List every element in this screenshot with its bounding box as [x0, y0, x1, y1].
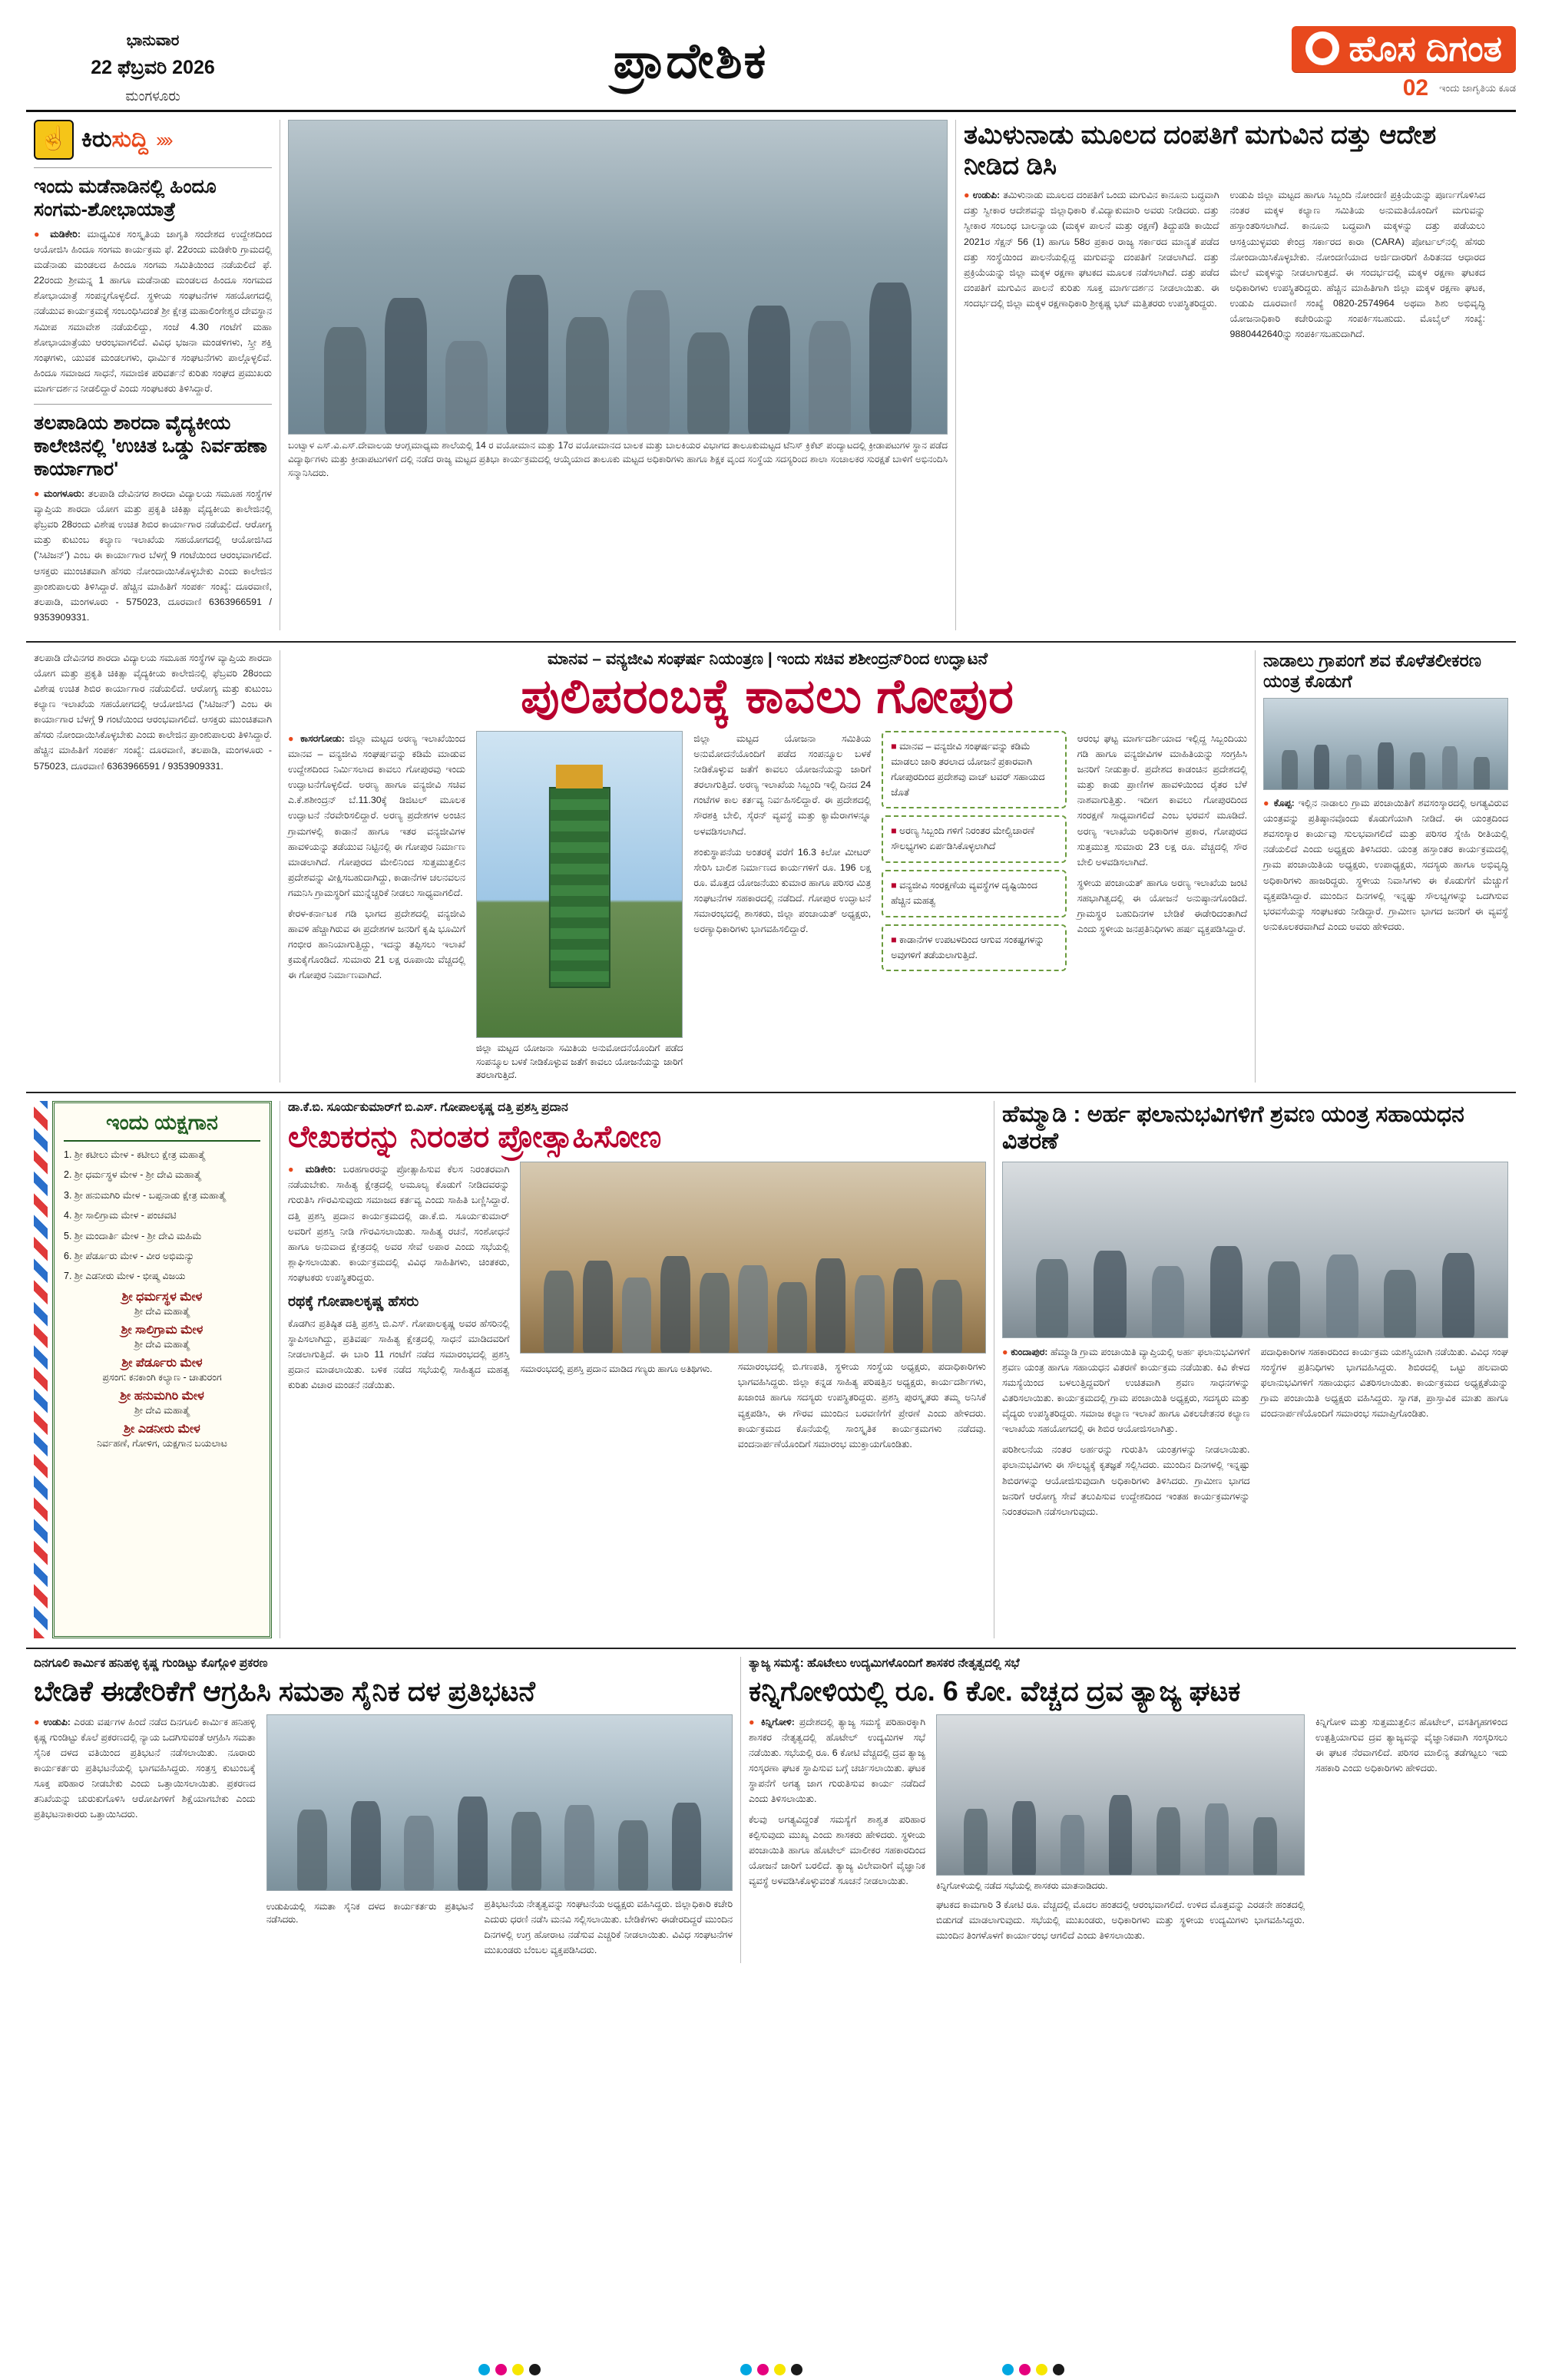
yellow-dot — [512, 2364, 524, 2375]
page-title: ಪ್ರಾದೇಶಿಕ — [613, 33, 768, 88]
bullet-icon: ● — [288, 732, 296, 744]
kirusuddi-label — [81, 127, 148, 153]
protest-text-1: ಎರಡು ವರ್ಷಗಳ ಹಿಂದೆ ನಡೆದ ದಿನಗೂಲಿ ಕಾರ್ಮಿಕ ಹನಿಹಳ್ಳಿ ಕೃಷ್ಣ ಗುಂಡಿಟ್ಟು ಕೊಲೆ ಪ್ರಕರಣದಲ್ಲಿ ನ್ಯಾಯ ಒದಗಿಸುವಂತೆ ಆಗ್ರಹಿಸಿ ಸಮತಾ ಸೈನಿಕ ದಳದ ವತಿಯಿಂದ ಪ್ರತಿಭಟನೆ ನಡೆಸಲಾಯಿತು. ನೂರಾರು ಕಾರ್ಯಕರ್ತರು ಪ್ರತಿಭಟನೆಯಲ್ಲಿ ಭಾಗವಹಿಸಿದ್ದರು. ಸಂತ್ರಸ್ತ ಕುಟುಂಬಕ್ಕೆ ಸೂಕ್ತ ಪರಿಹಾರ ನೀಡಬೇಕು ಎಂದು ಒತ್ತಾಯಿಸಲಾಯಿತು. ಪ್ರಕರಣದ ತನಿಖೆಯನ್ನು ಚುರುಕುಗೊಳಿಸಿ ಆರೋಪಿಗಳಿಗೆ ಶಿಕ್ಷೆಯಾಗಬೇಕು ಎಂದು ಪ್ರತಿಭಟನಾಕಾರರು ಒತ್ತಾಯಿಸಿದರು. — [34, 1716, 256, 1820]
feature-photo-col — [476, 731, 683, 1083]
feature-bullet-4 — [882, 924, 1067, 972]
bullet-icon: ● — [1263, 798, 1270, 809]
hemmadi-dateline: ಕುಂದಾಪುರ: — [1011, 1346, 1048, 1357]
suryakumar-photo-caption: ಸಮಾರಂಭದಲ್ಲಿ ಪ್ರಶಸ್ತಿ ಪ್ರದಾನ ಮಾಡಿದ ಗಣ್ಯರು ಹಾಗೂ ಅತಿಥಿಗಳು. — [520, 1364, 713, 1375]
waste-col-3 — [936, 1897, 1305, 1943]
dateline-1: ಮಡಿಕೇರಿ: — [50, 229, 81, 240]
bullet-icon: ● — [749, 1716, 756, 1727]
suryakumar-text-1: ಬರಹಗಾರರನ್ನು ಪ್ರೋತ್ಸಾಹಿಸುವ ಕೆಲಸ ನಿರಂತರವಾಗಿ ನಡೆಯಬೇಕು. ಸಾಹಿತ್ಯ ಕ್ಷೇತ್ರದಲ್ಲಿ ಅಮೂಲ್ಯ ಕೊಡುಗೆ ನೀಡಿದವರನ್ನು ಗುರುತಿಸಿ ಗೌರವಿಸುವುದು ಸಮಾಜದ ಕರ್ತವ್ಯ ಎಂದು ಸಾಹಿತಿ ಬಣ್ಣಿಸಿದ್ದಾರೆ. ದತ್ತಿ ಪ್ರಶಸ್ತಿ ಪ್ರದಾನ ಕಾರ್ಯಕ್ರಮದಲ್ಲಿ ಡಾ.ಕೆ.ಬಿ. ಸೂರ್ಯಕುಮಾರ್ ಅವರಿಗೆ ಪ್ರಶಸ್ತಿ ನೀಡಿ ಗೌರವಿಸಲಾಯಿತು. ಸಾಹಿತ್ಯ ರಚನೆ, ಸಂಶೋಧನೆ ಹಾಗೂ ಅನುವಾದ ಕ್ಷೇತ್ರದಲ್ಲಿ ಅವರ ಸೇವೆ ಅಪಾರ ಎಂದು ಸಭೆಯಲ್ಲಿ ಶ್ಲಾಘಿಸಲಾಯಿತು. ಕಾರ್ಯಕ್ರಮದಲ್ಲಿ ವಿವಿಧ ಸಾಹಿತಿಗಳು, ಚಿಂತಕರು, ಸಂಘಟಕರು ಉಪಸ್ಥಿತರಿದ್ದರು. — [288, 1164, 510, 1283]
adoption-dateline: ಉಡುಪಿ: — [972, 190, 1001, 201]
top-photo-column — [280, 120, 955, 630]
brand-bar — [1292, 26, 1516, 72]
photo-figures — [267, 1781, 732, 1889]
adoption-body — [964, 187, 1485, 347]
hand-pointer-icon — [34, 120, 74, 160]
suryakumar-col-1 — [288, 1162, 509, 1457]
photo-figures — [289, 240, 947, 434]
feature-left-spill — [26, 650, 280, 1083]
protest-text-2: ಪ್ರತಿಭಟನೆಯ ನೇತೃತ್ವವನ್ನು ಸಂಘಟನೆಯ ಅಧ್ಯಕ್ಷರು ವಹಿಸಿದ್ದರು. ಜಿಲ್ಲಾಧಿಕಾರಿ ಕಚೇರಿ ಎದುರು ಧರಣಿ ನಡೆಸಿ ಮನವಿ ಸಲ್ಲಿಸಲಾಯಿತು. ಬೇಡಿಕೆಗಳು ಈಡೇರದಿದ್ದರೆ ಮುಂದಿನ ದಿನಗಳಲ್ಲಿ ಉಗ್ರ ಹೋರಾಟ ನಡೆಸುವ ಎಚ್ಚರಿಕೆ ನೀಡಲಾಯಿತು. ವಿವಿಧ ಸಂಘಟನೆಗಳ ಮುಖಂಡರು ಬೆಂಬಲ ವ್ಯಕ್ತಪಡಿಸಿದರು. — [484, 1898, 733, 1955]
yakshagana-sub-title: ಶ್ರೀ ಪೆರ್ಡೂರು ಮೇಳ — [121, 1356, 203, 1370]
panchayat-story-column — [1255, 650, 1516, 1083]
suryakumar-sub-title: ರಥಕ್ಕೆ ಗೋಪಾಲಕೃಷ್ಣ ಹೆಸರು — [288, 1293, 419, 1310]
photo-figures — [937, 1776, 1304, 1875]
yakshagana-sub-line: ಶ್ರೀ ದೇವಿ ಮಹಾತ್ಮೆ — [134, 1404, 190, 1416]
yakshagana-sub-title: ಶ್ರೀ ಧರ್ಮಸ್ಥಳ ಮೇಳ — [121, 1290, 203, 1304]
yakshagana-item: 7. ಶ್ರೀ ಎಡನೀರು ಮೇಳ - ಭೀಷ್ಮ ವಿಜಯ — [64, 1271, 186, 1282]
panchayat-text: ಇಲ್ಲಿನ ನಾಡಾಲು ಗ್ರಾಮ ಪಂಚಾಯಿತಿಗೆ ಶವಸಂಸ್ಕಾರದಲ್ಲಿ ಅಗತ್ಯವಿರುವ ಯಂತ್ರವನ್ನು ಪ್ರತಿಷ್ಠಾನವೊಂದು ಕೊಡುಗೆಯಾಗಿ ನೀಡಿದೆ. ಈ ಯಂತ್ರದಿಂದ ಶವಸಂಸ್ಕಾರ ಕಾರ್ಯವು ಸುಲಭವಾಗಲಿದೆ ಮತ್ತು ಪರಿಸರ ಸ್ನೇಹಿ ರೀತಿಯಲ್ಲಿ ನಡೆಯಲಿದೆ ಎಂದು ಅಧ್ಯಕ್ಷರು ತಿಳಿಸಿದರು. ಯಂತ್ರ ಹಸ್ತಾಂತರ ಕಾರ್ಯಕ್ರಮದಲ್ಲಿ ಗ್ರಾಮ ಪಂಚಾಯಿತಿಯ ಅಧ್ಯಕ್ಷರು, ಉಪಾಧ್ಯಕ್ಷರು, ಸದಸ್ಯರು ಹಾಗೂ ಅಭಿವೃದ್ಧಿ ಅಧಿಕಾರಿಗಳು ಹಾಜರಿದ್ದರು. ಸ್ಥಳೀಯ ನಿವಾಸಿಗಳು ಈ ಕೊಡುಗೆಗೆ ಮೆಚ್ಚುಗೆ ವ್ಯಕ್ತಪಡಿಸಿದ್ದಾರೆ. ಮುಂದಿನ ದಿನಗಳಲ್ಲಿ ಇನ್ನಷ್ಟು ಸೌಲಭ್ಯಗಳನ್ನು ಒದಗಿಸುವ ಭರವಸೆಯನ್ನು ಸಂಘಟಕರು ನೀಡಿದ್ದಾರೆ. ಗ್ರಾಮೀಣ ಭಾಗದ ಜನರಿಗೆ ಈ ವ್ಯವಸ್ಥೆ ಅನುಕೂಲಕರವಾಗಿದೆ ಎಂದು ಅವರು ಹೇಳಿದರು. — [1263, 798, 1508, 932]
square-bullet-icon: ■ — [891, 825, 897, 837]
registration-marks — [0, 2364, 1542, 2375]
hemmadi-column — [994, 1101, 1516, 1638]
panchayat-photo — [1263, 698, 1508, 790]
suryakumar-column — [280, 1101, 994, 1638]
square-bullet-icon: ■ — [891, 740, 897, 752]
yakshagana-sub-title: ಶ್ರೀ ಸಾಲಿಗ್ರಾಮ ಮೇಳ — [121, 1323, 204, 1337]
suryakumar-col-3 — [738, 1359, 986, 1457]
cyan-dot — [1002, 2364, 1014, 2375]
top-photo-caption: ಬಂಟ್ವಾಳ ಎಸ್.ವಿ.ಎಸ್.ದೇವಾಲಯ ಆಂಗ್ಲಮಾಧ್ಯಮ ಶಾಲೆಯಲ್ಲಿ 14 ರ ವಯೋಮಾನ ಮತ್ತು 17ರ ವಯೋಮಾನದ ಬಾಲಕ ಮತ್ತು ಬಾಲಕಿಯರ ವಿಭಾಗದ ತಾಲೂಕುಮಟ್ಟದ ಟೆನಿಸ್ ಕ್ರಿಕೆಟ್ ಪಂದ್ಯಾಟದಲ್ಲಿ ಕ್ರೀಡಾಪಟುಗಳ ಸ್ಥಾನ ಪಡೆದ ವಿದ್ಯಾರ್ಥಿಗಳು ಮತ್ತು ಕ್ರೀಡಾಪಟುಗಳಿಗೆ ದಲ್ಲಿ ನಡೆದ ರಾಜ್ಯ ಮಟ್ಟದ ಪ್ರತಿಭಾ ಕಾರ್ಯಕ್ರಮದಲ್ಲಿ ಆಯ್ಕೆಯಾದ ತಾಲೂಕು ಮಟ್ಟದ ಅಧಿಕಾರಿಗಳು ಹಾಗೂ ಶಿಕ್ಷಕ ವೃಂದ ಸಂಸ್ಥೆಯ ಸದಸ್ಯರಿಂದ ಶಾಲಾ ಸಂಚಾಲಕರ ಸುರಕ್ಷತೆ ಬಾಳಿಗೆ ಅಭಿನಂದಿಸಿ ಸನ್ಮಾನಿಸಿದರು. — [288, 440, 948, 478]
adoption-text-1: ತಮಿಳುನಾಡು ಮೂಲದ ದಂಪತಿಗೆ ಒಂದು ಮಗುವಿನ ಕಾನೂನು ಬದ್ಧವಾಗಿ ದತ್ತು ಸ್ವೀಕಾರ ಆದೇಶವನ್ನು ಜಿಲ್ಲಾಧಿಕಾರಿ ಕೆ.ವಿದ್ಯಾಕುಮಾರಿ ಅವರು ನೀಡಿದರು. ದತ್ತು ಸ್ವೀಕಾರ ಸಂಬಂಧ ಬಾಲನ್ಯಾಯ (ಮಕ್ಕಳ ಪಾಲನೆ ಮತ್ತು ರಕ್ಷಣೆ) ತಿದ್ದುಪಡಿ ಕಾಯಿದೆ 2021ರ ಸೆಕ್ಷನ್ 56 (1) ಹಾಗೂ 58ರ ಪ್ರಕಾರ ರಾಜ್ಯ ಸರ್ಕಾರದ ಮಾನ್ಯತೆ ಪಡೆದ ದತ್ತು ಸಂಸ್ಥೆಯಿಂದ ಪಾಲನೆಯಲ್ಲಿದ್ದ ಮಗುವನ್ನು ದಂಪತಿಗೆ ನೀಡಲಾಗಿದೆ. ದತ್ತು ಪ್ರಕ್ರಿಯೆಯನ್ನು ಜಿಲ್ಲಾ ಮಕ್ಕಳ ರಕ್ಷಣಾ ಘಟಕದ ಮೂಲಕ ನಡೆಸಲಾಗಿದೆ. ದತ್ತು ಪಡೆದ ದಂಪತಿಗೆ ಮಗುವಿನ ಪಾಲನೆ ಕುರಿತು ಸೂಕ್ತ ಮಾರ್ಗದರ್ಶನ ನೀಡಲಾಯಿತು. ಈ ಸಂದರ್ಭದಲ್ಲಿ ಜಿಲ್ಲಾ ಮಕ್ಕಳ ರಕ್ಷಣಾಧಿಕಾರಿ ಶ್ರೀಕೃಷ್ಣ ಭಟ್ ಮತ್ತಿತರರು ಉಪಸ್ಥಿತರಿದ್ದರು. — [964, 190, 1219, 309]
feature-dateline: ಕಾಸರಗೋಡು: — [300, 732, 345, 744]
square-bullet-icon: ■ — [891, 934, 897, 945]
feature-bullet-text-4: ಕಾಡಾನೆಗಳ ಉಪಟಳದಿಂದ ಆಗುವ ಸಂಕಷ್ಟಗಳನ್ನು ಅವುಗಳಿಗೆ ತಡೆಯಲಾಗುತ್ತಿದೆ. — [891, 934, 1044, 960]
date-block — [26, 21, 280, 107]
yakshagana-sub-line: ಪ್ರಸಂಗ: ಕನಕಾಂಗಿ ಕಲ್ಯಾಣ - ಚಾತುರಂಗ — [102, 1371, 222, 1383]
hemmadi-text-2: ಪರಿಶೀಲನೆಯ ನಂತರ ಅರ್ಹರನ್ನು ಗುರುತಿಸಿ ಯಂತ್ರಗಳನ್ನು ನೀಡಲಾಯಿತು. ಫಲಾನುಭವಿಗಳು ಈ ಸೌಲಭ್ಯಕ್ಕೆ ಕೃತಜ್ಞತೆ ಸಲ್ಲಿಸಿದರು. ಮುಂದಿನ ದಿನಗಳಲ್ಲಿ ಇನ್ನಷ್ಟು ಶಿಬಿರಗಳನ್ನು ಆಯೋಜಿಸುವುದಾಗಿ ಅಧಿಕಾರಿಗಳು ತಿಳಿಸಿದರು. ಗ್ರಾಮೀಣ ಭಾಗದ ಜನರಿಗೆ ಆರೋಗ್ಯ ಸೇವೆ ತಲುಪಿಸುವ ಉದ್ದೇಶದಿಂದ ಇಂತಹ ಕಾರ್ಯಕ್ರಮಗಳನ್ನು ನಿರಂತರವಾಗಿ ನಡೆಸಲಾಗುವುದು. — [1002, 1444, 1250, 1517]
yakshagana-item: 5. ಶ್ರೀ ಮಂದಾರ್ತಿ ಮೇಳ - ಶ್ರೀ ದೇವಿ ಮಹಿಮೆ — [64, 1230, 202, 1241]
photo-figures — [1003, 1228, 1507, 1337]
dateline-2: ಮಂಗಳೂರು: — [43, 488, 85, 500]
kirusuddi-item-title-1: ಇಂದು ಮಡೆನಾಡಿನಲ್ಲಿ ಹಿಂದೂ ಸಂಗಮ-ಶೋಭಾಯಾತ್ರೆ — [34, 176, 217, 220]
panchayat-dateline: ಕೊಪ್ಪ: — [1273, 798, 1295, 809]
decorative-stripe — [34, 1101, 48, 1638]
yakshagana-item: 6. ಶ್ರೀ ಪೆರ್ಡೂರು ಮೇಳ - ವೀರ ಅಭಿಮನ್ಯು — [64, 1250, 195, 1261]
protest-right — [266, 1714, 733, 1963]
dot-set-left — [478, 2364, 541, 2375]
top-photo — [288, 120, 948, 435]
square-bullet-icon: ■ — [891, 880, 897, 891]
protest-dateline: ಉಡುಪಿ: — [43, 1716, 71, 1727]
suryakumar-headline: ಲೇಖಕರನ್ನು ನಿರಂತರ ಪ್ರೋತ್ಸಾಹಿಸೋಣ — [288, 1120, 662, 1155]
waste-text-3: ಘಟಕದ ಕಾಮಗಾರಿ 3 ಕೋಟಿ ರೂ. ವೆಚ್ಚದಲ್ಲಿ ಮೊದಲ ಹಂತದಲ್ಲಿ ಆರಂಭವಾಗಲಿದೆ. ಉಳಿದ ಮೊತ್ತವನ್ನು ಎರಡನೇ ಹಂತದಲ್ಲಿ ಬಿಡುಗಡೆ ಮಾಡಲಾಗುವುದು. ಸಭೆಯಲ್ಲಿ ಮುಖಂಡರು, ಅಧಿಕಾರಿಗಳು ಮತ್ತು ಸ್ಥಳೀಯ ಉದ್ಯಮಿಗಳು ಭಾಗವಹಿಸಿದ್ದರು. ಮುಂದಿನ ತಿಂಗಳೊಳಗೆ ಕಾರ್ಯಾರಂಭ ಆಗಲಿದೆ ಎಂದು ತಿಳಿಸಲಾಯಿತು. — [936, 1899, 1305, 1942]
yakshagana-sub-line: ಶ್ರೀ ದೇವಿ ಮಹಾತ್ಮೆ — [134, 1305, 190, 1317]
adoption-story-column — [955, 120, 1493, 630]
bullet-icon: ● — [34, 1716, 41, 1727]
award-ceremony-photo — [520, 1162, 986, 1354]
bullet-icon: ● — [34, 229, 44, 240]
kirusuddi-logo — [34, 120, 272, 160]
brand-note: ಇಂದು ಜಾಗೃತಿಯ ಕೂಡ — [1439, 82, 1516, 94]
kirusuddi-label-part2: ಸುದ್ದಿ — [111, 127, 149, 152]
waste-text-4: ಕಿನ್ನಿಗೋಳಿ ಮತ್ತು ಸುತ್ತಮುತ್ತಲಿನ ಹೊಟೇಲ್, ವಸತಿಗೃಹಗಳಿಂದ ಉತ್ಪತ್ತಿಯಾಗುವ ದ್ರವ ತ್ಯಾಜ್ಯವನ್ನು ವೈಜ್ಞಾನಿಕವಾಗಿ ಸಂಸ್ಕರಿಸಲು ಈ ಘಟಕ ನೆರವಾಗಲಿದೆ. ಪರಿಸರ ಮಾಲಿನ್ಯ ತಡೆಗಟ್ಟಲು ಇದು ಸಹಕಾರಿ ಎಂದು ಅಧಿಕಾರಿಗಳು ಹೇಳಿದರು. — [1315, 1716, 1507, 1773]
yakshagana-sub-line: ಶ್ರೀ ದೇವಿ ಮಹಾತ್ಮೆ — [134, 1338, 190, 1350]
hemmadi-col-1 — [1002, 1344, 1250, 1525]
waste-col-1 — [749, 1714, 925, 1949]
panchayat-body — [1263, 795, 1508, 934]
hemmadi-text-1: ಹೆಮ್ಮಾಡಿ ಗ್ರಾಮ ಪಂಚಾಯಿತಿ ವ್ಯಾಪ್ತಿಯಲ್ಲಿ ಅರ್ಹ ಫಲಾನುಭವಿಗಳಿಗೆ ಶ್ರವಣ ಯಂತ್ರ ಹಾಗೂ ಸಹಾಯಧನ ವಿತರಣೆ ಕಾರ್ಯಕ್ರಮ ನಡೆಯಿತು. ಕಿವಿ ಕೇಳದ ಸಮಸ್ಯೆಯಿಂದ ಬಳಲುತ್ತಿದ್ದವರಿಗೆ ಉಚಿತವಾಗಿ ಶ್ರವಣ ಸಾಧನಗಳನ್ನು ವಿತರಿಸಲಾಯಿತು. ಕಾರ್ಯಕ್ರಮದಲ್ಲಿ ಗ್ರಾಮ ಪಂಚಾಯಿತಿ ಅಧ್ಯಕ್ಷರು, ಸದಸ್ಯರು ಮತ್ತು ವೈದ್ಯರು ಉಪಸ್ಥಿತರಿದ್ದರು. ಸಮಾಜ ಕಲ್ಯಾಣ ಇಲಾಖೆ ಹಾಗೂ ವಿಕಲಚೇತನರ ಕಲ್ಯಾಣ ಇಲಾಖೆಯ ಸಹಯೋಗದಲ್ಲಿ ಈ ಶಿಬಿರ ಆಯೋಜಿಸಲಾಗಿತ್ತು. — [1002, 1346, 1250, 1435]
waste-col-4 — [1315, 1714, 1507, 1949]
magenta-dot — [495, 2364, 507, 2375]
yakshagana-sub-line: ನಿರ್ವಹಣೆ, ಗೋಳಿಗ, ಯಕ್ಷಗಾನ ಬಯಲಾಟ — [97, 1437, 227, 1449]
yakshagana-title: ಇಂದು ಯಕ್ಷಗಾನ — [64, 1111, 260, 1142]
adoption-col-2 — [1230, 187, 1486, 347]
feature-left-text — [34, 650, 272, 774]
panchayat-headline: ನಾಡಾಲು ಗ್ರಾಪಂಗೆ ಶವ ಕೊಳೆತಲೀಕರಣ ಯಂತ್ರ ಕೊಡುಗೆ — [1263, 650, 1481, 692]
protest-photo — [266, 1714, 733, 1891]
feature-col-3 — [1077, 731, 1247, 1083]
protest-photo-caption: ಉಡುಪಿಯಲ್ಲಿ ಸಮತಾ ಸೈನಿಕ ದಳದ ಕಾರ್ಯಕರ್ತರು ಪ್ರತಿಭಟನೆ ನಡೆಸಿದರು. — [266, 1900, 474, 1925]
brand-name: ಹೊಸ ದಿಗಂತ — [1348, 28, 1502, 68]
black-dot — [529, 2364, 541, 2375]
protest-story-column — [26, 1657, 740, 1963]
divider — [34, 167, 272, 168]
top-zone — [26, 120, 1516, 630]
bullet-icon: ● — [288, 1164, 299, 1175]
feature-main — [280, 650, 1255, 1083]
bottom-zone — [26, 1648, 1516, 1963]
kirusuddi-item-body-2 — [34, 486, 272, 625]
black-dot — [1053, 2364, 1064, 2375]
yakshagana-item: 3. ಶ್ರೀ ಹನುಮಗಿರಿ ಮೇಳ - ಬಪ್ಪನಾಡು ಕ್ಷೇತ್ರ ಮಹಾತ್ಮೆ — [64, 1189, 226, 1201]
yakshagana-box — [52, 1101, 272, 1638]
feature-text-3: ಆರಂಭ ಘಟ್ಟ ಮಾರ್ಗದರ್ಶಿಯಾದ ಇಲ್ಲಿದ್ದ ಸಿಬ್ಬಂದಿಯು ಗಡಿ ಹಾಗೂ ವನ್ಯಜೀವಿಗಳ ಮಾಹಿತಿಯನ್ನು ಸಂಗ್ರಹಿಸಿ ಜನರಿಗೆ ನೀಡುತ್ತಾರೆ. ಪ್ರದೇಶದ ಕಾಡಂಚಿನ ಪ್ರದೇಶದಲ್ಲಿ ಮತ್ತು ಕಾಡು ಪ್ರಾಣಿಗಳ ಹಾವಳಿಯಿಂದ ರೈತರ ಬೆಳೆ ನಾಶವಾಗುತ್ತಿತ್ತು. ಇದೀಗ ಕಾವಲು ಗೋಪುರದಿಂದ ಸಂರಕ್ಷಣೆ ಸಾಧ್ಯವಾಗಲಿದೆ ಎಂಬ ಭರವಸೆ ಮೂಡಿದೆ. ಅರಣ್ಯ ಇಲಾಖೆಯ ಅಧಿಕಾರಿಗಳ ಪ್ರಕಾರ, ಗೋಪುರದ ಸುತ್ತಮುತ್ತ ಸುಮಾರು 23 ಲಕ್ಷ ರೂ. ವೆಚ್ಚದಲ್ಲಿ ಸೌರ ಬೇಲಿ ಅಳವಡಿಸಲಾಗಿದೆ. — [1077, 732, 1248, 868]
divider — [34, 404, 272, 405]
feature-bullet-2 — [882, 815, 1067, 863]
waste-story-column — [740, 1657, 1516, 1963]
feature-text-2: ಜಿಲ್ಲಾ ಮಟ್ಟದ ಯೋಜನಾ ಸಮಿತಿಯ ಅನುಮೋದನೆಯೊಂದಿಗೆ ಪಡೆದ ಸಂಪನ್ಮೂಲ ಬಳಕೆ ನೀಡಿಕೊಳ್ಳುವ ಜತೆಗೆ ಕಾವಲು ಯೋಜನೆಯನ್ನು ಜಾರಿಗೆ ತರಲಾಗುತ್ತಿದೆ. ಅರಣ್ಯ ಇಲಾಖೆಯ ಸಿಬ್ಬಂದಿ ಇಲ್ಲಿ ದಿನದ 24 ಗಂಟೆಗಳ ಕಾಲ ಕರ್ತವ್ಯ ನಿರ್ವಹಿಸಲಿದ್ದಾರೆ. ಈ ಪ್ರದೇಶದಲ್ಲಿ ಸೌರಶಕ್ತಿ ಬೇಲಿ, ಸೈರನ್ ವ್ಯವಸ್ಥೆ ಮತ್ತು ಕ್ಯಾಮೆರಾಗಳನ್ನೂ ಅಳವಡಿಸಲಾಗಿದೆ. — [693, 732, 872, 837]
adoption-text-2: ಉಡುಪಿ ಜಿಲ್ಲಾ ಮಟ್ಟದ ಹಾಗೂ ಸಿಬ್ಬಂದಿ ನೋಂದಣಿ ಪ್ರಕ್ರಿಯೆಯನ್ನು ಪೂರ್ಣಗೊಳಿಸಿದ ನಂತರ ಮಕ್ಕಳ ಕಲ್ಯಾಣ ಸಮಿತಿಯ ಅನುಮತಿಯೊಂದಿಗೆ ಮಗುವನ್ನು ಹಸ್ತಾಂತರಿಸಲಾಗಿದೆ. ಕಾನೂನು ಬದ್ಧವಾಗಿ ಮಕ್ಕಳನ್ನು ದತ್ತು ಪಡೆಯಲು ಆಸಕ್ತಿಯುಳ್ಳವರು ಕೇಂದ್ರ ಸರ್ಕಾರದ ಕಾರಾ (CARA) ಪೋರ್ಟಲ್‌ನಲ್ಲಿ ಹೆಸರು ನೋಂದಾಯಿಸಿಕೊಳ್ಳಬೇಕು. ನೋಂದಣಿಯಾದ ಅರ್ಜಿದಾರರಿಗೆ ಹಿರಿತನದ ಆಧಾರದ ಮೇಲೆ ಮಕ್ಕಳನ್ನು ನೀಡಲಾಗುತ್ತದೆ. ಈ ಸಂದರ್ಭದಲ್ಲಿ ಮಕ್ಕಳ ರಕ್ಷಣಾ ಘಟಕದ ಅಧಿಕಾರಿಗಳು ಉಪಸ್ಥಿತರಿದ್ದರು. ಹೆಚ್ಚಿನ ಮಾಹಿತಿಗಾಗಿ ಜಿಲ್ಲಾ ಮಕ್ಕಳ ರಕ್ಷಣಾ ಘಟಕ, ಉಡುಪಿ ದೂರವಾಣಿ ಸಂಖ್ಯೆ 0820-2574964 ಅಥವಾ ಶಿಶು ಅಭಿವೃದ್ಧಿ ಯೋಜನಾಧಿಕಾರಿ ಕಚೇರಿಯನ್ನು ಸಂಪರ್ಕಿಸಬಹುದು. ಮೊಬೈಲ್ ಸಂಖ್ಯೆ: 9880442640ನ್ನು ಸಂಪರ್ಕಿಸಬಹುದಾಗಿದೆ. — [1229, 190, 1485, 340]
kirusuddi-text-2: ತಲಪಾಡಿ ದೇವಿನಗರ ಶಾರದಾ ವಿದ್ಯಾಲಯ ಸಮೂಹ ಸಂಸ್ಥೆಗಳ ವ್ಯಾಪ್ತಿಯ ಶಾರದಾ ಯೋಗ ಮತ್ತು ಪ್ರಕೃತಿ ಚಿಕಿತ್ಸಾ ವೈದ್ಯಕೀಯ ಕಾಲೇಜಿನಲ್ಲಿ ಫೆಬ್ರವರಿ 28ರಂದು ವಿಶೇಷ ಉಚಿತ ಶಿಬಿರ ಕಾರ್ಯಾಗಾರ ನಡೆಯಲಿದೆ. ಆರೋಗ್ಯ ಮತ್ತು ಕುಟುಂಬ ಕಲ್ಯಾಣ ಇಲಾಖೆಯ ಸಹಯೋಗದಲ್ಲಿ ಆಯೋಜಿಸಿದ ('ಸಿಟಿಜನ್') ಎಂಬ ಈ ಕಾರ್ಯಾಗಾರ ಬೆಳಗ್ಗೆ 9 ಗಂಟೆಯಿಂದ ಆರಂಭವಾಗಲಿದೆ. ಆಸಕ್ತರು ಮುಂಚಿತವಾಗಿ ಹೆಸರು ನೋಂದಾಯಿಸಿಕೊಳ್ಳಬೇಕು ಎಂದು ಕಾಲೇಜಿನ ಪ್ರಾಂಶುಪಾಲರು ತಿಳಿಸಿದ್ದಾರೆ. ಹೆಚ್ಚಿನ ಮಾಹಿತಿಗೆ ಸಂಪರ್ಕ ಸಂಖ್ಯೆ: ದೂರವಾಣಿ, ತಲಪಾಡಿ, ಮಂಗಳೂರು - 575023, ದೂರವಾಣಿ 6363966591 / 9353909331. — [34, 488, 272, 623]
kirusuddi-column — [26, 120, 280, 630]
waste-photo-col — [936, 1714, 1305, 1949]
waste-photo-caption: ಕಿನ್ನಿಗೋಳಿಯಲ್ಲಿ ನಡೆದ ಸಭೆಯಲ್ಲಿ ಶಾಸಕರು ಮಾತನಾಡಿದರು. — [936, 1879, 1108, 1891]
feature-left-para: ತಲಪಾಡಿ ದೇವಿನಗರ ಶಾರದಾ ವಿದ್ಯಾಲಯ ಸಮೂಹ ಸಂಸ್ಥೆಗಳ ವ್ಯಾಪ್ತಿಯ ಶಾರದಾ ಯೋಗ ಮತ್ತು ಪ್ರಕೃತಿ ಚಿಕಿತ್ಸಾ ವೈದ್ಯಕೀಯ ಕಾಲೇಜಿನಲ್ಲಿ ಫೆಬ್ರವರಿ 28ರಂದು ವಿಶೇಷ ಉಚಿತ ಶಿಬಿರ ಕಾರ್ಯಾಗಾರ ನಡೆಯಲಿದೆ. ಆರೋಗ್ಯ ಮತ್ತು ಕುಟುಂಬ ಕಲ್ಯಾಣ ಇಲಾಖೆಯ ಸಹಯೋಗದಲ್ಲಿ ಆಯೋಜಿಸಿದ ('ಸಿಟಿಜನ್') ಎಂಬ ಈ ಕಾರ್ಯಾಗಾರ ಬೆಳಗ್ಗೆ 9 ಗಂಟೆಯಿಂದ ಆರಂಭವಾಗಲಿದೆ. ಆಸಕ್ತರು ಮುಂಚಿತವಾಗಿ ಹೆಸರು ನೋಂದಾಯಿಸಿಕೊಳ್ಳಬೇಕು ಎಂದು ಕಾಲೇಜಿನ ಪ್ರಾಂಶುಪಾಲರು ತಿಳಿಸಿದ್ದಾರೆ. ಹೆಚ್ಚಿನ ಮಾಹಿತಿಗೆ ಸಂಪರ್ಕ ಸಂಖ್ಯೆ: ದೂರವಾಣಿ, ತಲಪಾಡಿ, ಮಂಗಳೂರು - 575023, ದೂರವಾಣಿ 6363966591 / 9353909331. — [34, 652, 272, 772]
magenta-dot — [1019, 2364, 1031, 2375]
masthead — [26, 21, 1516, 112]
protest-kicker: ದಿನಗೂಲಿ ಕಾರ್ಮಿಕ ಹನಿಹಳ್ಳಿ ಕೃಷ್ಣ ಗುಂಡಿಟ್ಟು ಕೊಗ್ಗೊಳಿ ಪ್ರಕರಣ — [34, 1657, 268, 1671]
feature-photo-caption: ಜಿಲ್ಲಾ ಮಟ್ಟದ ಯೋಜನಾ ಸಮಿತಿಯ ಅನುಮೋದನೆಯೊಂದಿಗೆ ಪಡೆದ ಸಂಪನ್ಮೂಲ ಬಳಕೆ ನೀಡಿಕೊಳ್ಳುವ ಜತೆಗೆ ಕಾವಲು ಯೋಜನೆಯನ್ನು ಜಾರಿಗೆ ತರಲಾಗುತ್ತಿದೆ. — [475, 1042, 683, 1081]
edition-place: ಮಂಗಳೂರು — [125, 88, 180, 104]
page-number: 02 — [1402, 75, 1429, 101]
adoption-headline: ತಮಿಳುನಾಡು ಮೂಲದ ದಂಪತಿಗೆ ಮಗುವಿನ ದತ್ತು ಆದೇಶ ನೀಡಿದ ಡಿಸಿ — [964, 121, 1437, 181]
feature-bullet-3 — [882, 870, 1067, 917]
photo-figures — [521, 1235, 985, 1353]
suryakumar-dateline: ಮಡಿಕೇರಿ: — [305, 1164, 336, 1175]
hemmadi-text-3: ಪದಾಧಿಕಾರಿಗಳ ಸಹಕಾರದಿಂದ ಕಾರ್ಯಕ್ರಮ ಯಶಸ್ವಿಯಾಗಿ ನಡೆಯಿತು. ವಿವಿಧ ಸಂಘ ಸಂಸ್ಥೆಗಳ ಪ್ರತಿನಿಧಿಗಳು ಭಾಗವಹಿಸಿದ್ದರು. ಶಿಬಿರದಲ್ಲಿ ಒಟ್ಟು ಹಲವಾರು ಫಲಾನುಭವಿಗಳಿಗೆ ಸಹಾಯಧನ ವಿತರಿಸಲಾಯಿತು. ಕಾರ್ಯಕ್ರಮದ ಅಧ್ಯಕ್ಷತೆಯನ್ನು ಗ್ರಾಮ ಪಂಚಾಯಿತಿ ಅಧ್ಯಕ್ಷರು ವಹಿಸಿದ್ದರು. ಸ್ವಾಗತ, ಪ್ರಾಸ್ತಾವಿಕ ಮಾತು ಹಾಗೂ ವಂದನಾರ್ಪಣೆಯೊಂದಿಗೆ ಸಮಾರಂಭ ಸಮಾಪ್ತಿಗೊಂಡಿತು. — [1260, 1346, 1508, 1420]
feature-bullets-col — [882, 731, 1067, 1083]
kirusuddi-text-1: ಮಾಧ್ಯಮಿಕ ಸಂಸ್ಕೃತಿಯ ಜಾಗೃತಿ ಸಂದೇಶದ ಉದ್ದೇಶದಿಂದ ಆಯೋಜಿಸಿ ಹಿಂದೂ ಸಂಗಮ ಕಾರ್ಯಕ್ರಮ ಫೆ. 22ರಂದು ಮಡಿಕೇರಿ ಗ್ರಾಮದಲ್ಲಿ ಮಡೆನಾಡು ಮಂಡಲದ ಹಿಂದೂ ಸಂಗಮ ಸಮಿತಿಯಿಂದ ನಡೆಯಲಿದೆ ಫೆ. 22ರಂದು ಶ್ರೀಮನ್ನ 1 ಹಾಗೂ ಮಡೆನಾಡು ಮಂಡಲದ ಹಿಂದೂ ಸಂಗಮದ ಶೋಭಾಯಾತ್ರೆ ಸಂಪನ್ನಗೊಳ್ಳಲಿದೆ. ಸ್ಥಳೀಯ ಸಂಘಟನೆಗಳ ಸಹಯೋಗದಲ್ಲಿ ನಡೆಯುವ ಕಾರ್ಯಕ್ರಮಕ್ಕೆ ಸಂಬಂಧಿಸಿದಂತೆ ಶ್ರೀ ಕ್ಷೇತ್ರ ಮಹಾಲಿಂಗೇಶ್ವರ ದೇವಸ್ಥಾನ ಸಮೀಪ ಸಮಾವೇಶ ನಡೆಯಲಿದ್ದು, ಸಂಜೆ 4.30 ಗಂಟೆಗೆ ಮಹಾ ಶೋಭಾಯಾತ್ರೆಯು ಆರಂಭವಾಗಲಿದೆ. ವಿವಿಧ ಭಜನಾ ಮಂಡಳಿಗಳು, ಸ್ತ್ರೀ ಶಕ್ತಿ ಸಂಘಗಳು, ಯುವಕ ಮಂಡಲಗಳು, ಧಾರ್ಮಿಕ ಸಂಘಟನೆಗಳು ಪಾಲ್ಗೊಳ್ಳಲಿವೆ. ಹಿಂದೂ ಸಮಾಜದ ಸಾಧನೆ, ಸಮಾಜಿಕ ಪರಿವರ್ತನೆ ಕುರಿತು ಸಂಘದ ಪ್ರಮುಖರು ಮಾರ್ಗದರ್ಶನ ನೀಡಲಿದ್ದಾರೆ ಎಂದು ಸಂಘಟಕರು ತಿಳಿಸಿದ್ದಾರೆ. — [34, 229, 272, 394]
suryakumar-text-3: ಸಮಾರಂಭದಲ್ಲಿ ಬಿ.ಗಣಪತಿ, ಸ್ಥಳೀಯ ಸಂಸ್ಥೆಯ ಅಧ್ಯಕ್ಷರು, ಪದಾಧಿಕಾರಿಗಳು ಭಾಗವಹಿಸಿದ್ದರು. ಜಿಲ್ಲಾ ಕನ್ನಡ ಸಾಹಿತ್ಯ ಪರಿಷತ್ತಿನ ಅಧ್ಯಕ್ಷರು, ಕಾರ್ಯದರ್ಶಿಗಳು, ಖಜಾಂಚಿ ಹಾಗೂ ಸದಸ್ಯರು ಉಪಸ್ಥಿತರಿದ್ದರು. ಪ್ರಶಸ್ತಿ ಪುರಸ್ಕೃತರು ತಮ್ಮ ಅನಿಸಿಕೆ ವ್ಯಕ್ತಪಡಿಸಿ, ಈ ಗೌರವ ಮುಂದಿನ ಬರವಣಿಗೆಗೆ ಪ್ರೇರಣೆ ಎಂದು ಹೇಳಿದರು. ಕಾರ್ಯಕ್ರಮದ ಕೊನೆಯಲ್ಲಿ ಸಾಂಸ್ಕೃತಿಕ ಕಾರ್ಯಕ್ರಮಗಳು ನಡೆದವು. ವಂದನಾರ್ಪಣೆಯೊಂದಿಗೆ ಸಮಾರಂಭ ಮುಕ್ತಾಯಗೊಂಡಿತು. — [737, 1361, 986, 1449]
yakshagana-column — [26, 1101, 280, 1638]
protest-headline: ಬೇಡಿಕೆ ಈಡೇರಿಕೆಗೆ ಆಗ್ರಹಿಸಿ ಸಮತಾ ಸೈನಿಕ ದಳ ಪ್ರತಿಭಟನೆ — [34, 1675, 535, 1707]
cyan-dot — [478, 2364, 490, 2375]
middle-zone — [26, 1092, 1516, 1638]
waste-text-1: ಪ್ರದೇಶದಲ್ಲಿ ತ್ಯಾಜ್ಯ ಸಮಸ್ಯೆ ಪರಿಹಾರಕ್ಕಾಗಿ ಶಾಸಕರ ನೇತೃತ್ವದಲ್ಲಿ ಹೊಟೇಲ್ ಉದ್ಯಮಿಗಳ ಸಭೆ ನಡೆಯಿತು. ಸಭೆಯಲ್ಲಿ ರೂ. 6 ಕೋಟಿ ವೆಚ್ಚದಲ್ಲಿ ದ್ರವ ತ್ಯಾಜ್ಯ ಸಂಸ್ಕರಣಾ ಘಟಕ ಸ್ಥಾಪಿಸುವ ಬಗ್ಗೆ ಚರ್ಚಿಸಲಾಯಿತು. ಘಟಕ ಸ್ಥಾಪನೆಗೆ ಅಗತ್ಯ ಜಾಗ ಗುರುತಿಸುವ ಕಾರ್ಯ ನಡೆದಿದೆ ಎಂದು ತಿಳಿಸಲಾಯಿತು. — [749, 1716, 925, 1804]
yakshagana-item: 4. ಶ್ರೀ ಸಾಲಿಗ್ರಾಮ ಮೇಳ - ಪಂಚವಟಿ — [64, 1210, 177, 1221]
bullet-icon: ● — [964, 190, 970, 201]
cyan-dot — [740, 2364, 752, 2375]
yakshagana-sub-title: ಶ್ರೀ ಎಡನೀರು ಮೇಳ — [124, 1422, 200, 1436]
feature-bullet-text-2: ಅರಣ್ಯ ಸಿಬ್ಬಂದಿ ಗಳಿಗೆ ನಿರಂತರ ಮೇಲ್ವಿಚಾರಣೆ ಸೌಲಭ್ಯಗಳು ಏರ್ಪಡಿಸಿಕೊಳ್ಳಲಾಗಿದೆ — [891, 825, 1035, 852]
tower-shape — [548, 787, 610, 989]
magenta-dot — [757, 2364, 769, 2375]
dot-set-right — [1002, 2364, 1064, 2375]
feature-bullet-1 — [882, 731, 1067, 808]
suryakumar-right — [520, 1162, 986, 1457]
feature-text-1: ಜಿಲ್ಲಾ ಮಟ್ಟದ ಅರಣ್ಯ ಇಲಾಖೆಯಿಂದ ಮಾನವ – ವನ್ಯಜೀವಿ ಸಂಘರ್ಷವನ್ನು ಕಡಿಮೆ ಮಾಡುವ ಉದ್ದೇಶದಿಂದ ನಿರ್ಮಿಸಲಾದ ಕಾವಲು ಗೋಪುರವು ಇಂದು ಉದ್ಘಾಟನೆಗೊಳ್ಳಲಿದೆ. ಅರಣ್ಯ ಹಾಗೂ ವನ್ಯಜೀವಿ ಸಚಿವ ಎ.ಕೆ.ಶಶೀಂದ್ರನ್ ಬೆ.11.30ಕ್ಕೆ ಡಿಜಿಟಲ್ ಮೂಲಕ ಉದ್ಘಾಟನೆ ನೆರವೇರಿಸಲಿದ್ದಾರೆ. ಅರಣ್ಯ ಪ್ರದೇಶಗಳ ಅಂಚಿನ ಗ್ರಾಮಗಳಲ್ಲಿ ಕಾಡಾನೆ ಹಾಗೂ ಇತರ ವನ್ಯಜೀವಿಗಳ ಹಾವಳಿಯನ್ನು ತಡೆಯುವ ನಿಟ್ಟಿನಲ್ಲಿ ಈ ಗೋಪುರ ನಿರ್ಮಾಣ ಮಾಡಲಾಗಿದೆ. ಗೋಪುರದ ಮೇಲಿನಿಂದ ಸುತ್ತಮುತ್ತಲಿನ ಪ್ರದೇಶವನ್ನು ವೀಕ್ಷಿಸಬಹುದಾಗಿದ್ದು, ಕಾಡಾನೆಗಳ ಚಲನವಲನ ಗಮನಿಸಿ ಗ್ರಾಮಸ್ಥರಿಗೆ ಮುನ್ನೆಚ್ಚರಿಕೆ ನೀಡಲು ಸಾಧ್ಯವಾಗಲಿದೆ. — [288, 732, 465, 898]
adoption-col-1 — [964, 187, 1219, 347]
feature-text-2b: ಶಂಕುಸ್ಥಾಪನೆಯ ಅಂತರಕ್ಕೆ ವರೆಗೆ 16.3 ಕಿಲೋ ಮೀಟರ್ ಸೇರಿಸಿ ಬಾಲಿಶ ನಿರ್ಮಾಣದ ಕಾರ್ಯಗಳಿಗೆ ರೂ. 196 ಲಕ್ಷ ರೂ. ಮೊತ್ತದ ಯೋಜನೆಯು ಕುಮಾರ ಹಾಗೂ ಪರಿಸರ ಮಿತ್ರ ಸಂಘಟನೆಗಳ ಸಹಕಾರದಲ್ಲಿ ನಡೆದಿದೆ. ಗೋಪುರ ಉದ್ಘಾಟನೆ ಸಮಾರಂಭದಲ್ಲಿ ಶಾಸಕರು, ಜಿಲ್ಲಾ ಪಂಚಾಯತ್ ಅಧ್ಯಕ್ಷರು, ಅರಣ್ಯಾಧಿಕಾರಿಗಳು ಭಾಗವಹಿಸಲಿದ್ದಾರೆ. — [693, 846, 872, 935]
sun-icon — [1305, 31, 1339, 65]
brand-subline — [1403, 75, 1516, 101]
yakshagana-item: 1. ಶ್ರೀ ಕಟೀಲು ಮೇಳ - ಕಟೀಲು ಕ್ಷೇತ್ರ ಮಹಾತ್ಮೆ — [64, 1149, 206, 1161]
feature-text-1b: ಕೇರಳ-ಕರ್ನಾಟಕ ಗಡಿ ಭಾಗದ ಪ್ರದೇಶದಲ್ಲಿ ವನ್ಯಜೀವಿ ಹಾವಳಿ ಹೆಚ್ಚಾಗಿರುವ ಈ ಪ್ರದೇಶಗಳ ಜನರಿಗೆ ಕೃಷಿ ಭೂಮಿಗೆ ಗಂಭೀರ ಹಾನಿಯಾಗುತ್ತಿದ್ದು, ಇದನ್ನು ತಪ್ಪಿಸಲು ಇಲಾಖೆ ಕ್ರಮಕೈಗೊಂಡಿದೆ. ಸುಮಾರು 21 ಲಕ್ಷ ರೂಪಾಯಿ ವೆಚ್ಚದಲ್ಲಿ ಈ ಗೋಪುರ ನಿರ್ಮಾಣವಾಗಿದೆ. — [288, 908, 465, 981]
waste-dateline: ಕಿನ್ನಿಗೋಳಿ: — [760, 1716, 795, 1727]
feature-kicker: ಮಾನವ – ವನ್ಯಜೀವಿ ಸಂಘರ್ಷ ನಿಯಂತ್ರಣ | ಇಂದು ಸಚಿವ ಶಶೀಂದ್ರನ್‌ರಿಂದ ಉದ್ಘಾಟನೆ — [547, 650, 988, 668]
feature-headline: ಪುಲಿಪರಂಬಕ್ಕೆ ಕಾವಲು ಗೋಪುರ — [521, 669, 1014, 723]
feature-bullet-text-3: ವನ್ಯಜೀವಿ ಸಂರಕ್ಷಣೆಯ ವ್ಯವಸ್ಥೆಗಳ ದೃಷ್ಟಿಯಿಂದ ಹೆಚ್ಚಿನ ಮಹತ್ವ — [891, 880, 1037, 906]
feature-bullet-text-1: ಮಾನವ – ವನ್ಯಜೀವಿ ಸಂಘರ್ಷವನ್ನು ಕಡಿಮೆ ಮಾಡಲು ಜಾರಿ ತರಲಾದ ಯೋಜನೆ ಪ್ರಕಾರವಾಗಿ ಗೋಪುರದಿಂದ ಪ್ರದೇಶವು ವಾಚ್ ಟವರ್ ಸಹಾಯದ ಜೊತೆ — [891, 740, 1045, 798]
black-dot — [791, 2364, 802, 2375]
feature-text-3b: ಸ್ಥಳೀಯ ಪಂಚಾಯತ್ ಹಾಗೂ ಅರಣ್ಯ ಇಲಾಖೆಯ ಜಂಟಿ ಸಹಭಾಗಿತ್ವದಲ್ಲಿ ಈ ಯೋಜನೆ ಅನುಷ್ಠಾನಗೊಂಡಿದೆ. ಗ್ರಾಮಸ್ಥರ ಬಹುದಿನಗಳ ಬೇಡಿಕೆ ಈಡೇರಿದಂತಾಗಿದೆ ಎಂದು ಸ್ಥಳೀಯ ಜನಪ್ರತಿನಿಧಿಗಳು ಹರ್ಷ ವ್ಯಕ್ತಪಡಿಸಿದ್ದಾರೆ. — [1077, 877, 1248, 935]
hemmadi-photo — [1002, 1162, 1508, 1338]
meeting-photo — [936, 1714, 1305, 1876]
waste-text-2: ಕೆಲವು ಅಗತ್ಯವಿದ್ದಂತೆ ಸಮಸ್ಯೆಗೆ ಶಾಶ್ವತ ಪರಿಹಾರ ಕಲ್ಪಿಸುವುದು ಮುಖ್ಯ ಎಂದು ಶಾಸಕರು ಹೇಳಿದರು. ಸ್ಥಳೀಯ ಪಂಚಾಯಿತಿ ಹಾಗೂ ಹೊಟೇಲ್ ಮಾಲೀಕರ ಸಹಕಾರದಿಂದ ಯೋಜನೆ ಜಾರಿಗೆ ಬರಲಿದೆ. ತ್ಯಾಜ್ಯ ವಿಲೇವಾರಿಗೆ ವೈಜ್ಞಾನಿಕ ವ್ಯವಸ್ಥೆ ಅಳವಡಿಸಿಕೊಳ್ಳುವಂತೆ ಸೂಚನೆ ನೀಡಲಾಯಿತು. — [749, 1814, 925, 1887]
yakshagana-sub-title: ಶ್ರೀ ಹನುಮಗಿರಿ ಮೇಳ — [120, 1389, 204, 1403]
yellow-dot — [774, 2364, 786, 2375]
bullet-icon: ● — [34, 488, 41, 500]
publication-date: 22 ಫೆಬ್ರವರಿ 2026 — [91, 57, 215, 78]
suryakumar-sub-text: ಕೊಡಗಿನ ಪ್ರತಿಷ್ಠಿತ ದತ್ತಿ ಪ್ರಶಸ್ತಿ ಬಿ.ಎಸ್. ಗೋಪಾಲಕೃಷ್ಣ ಅವರ ಹೆಸರಿನಲ್ಲಿ ಸ್ಥಾಪಿಸಲಾಗಿದ್ದು, ಪ್ರತಿವರ್ಷ ಸಾಹಿತ್ಯ ಕ್ಷೇತ್ರದಲ್ಲಿ ಸಾಧನೆ ಮಾಡಿದವರಿಗೆ ನೀಡಲಾಗುತ್ತಿದೆ. ಈ ಬಾರಿ 11 ಗಂಟೆಗೆ ನಡೆದ ಸಮಾರಂಭದಲ್ಲಿ ಪ್ರಶಸ್ತಿ ಪ್ರದಾನ ಮಾಡಲಾಯಿತು. ಬಳಿಕ ನಡೆದ ಸಭೆಯಲ್ಲಿ ಸಾಹಿತ್ಯದ ಮಹತ್ವ ಕುರಿತು ವಿಚಾರ ಮಂಡನೆ ನಡೆಯಿತು. — [288, 1317, 510, 1391]
waste-kicker: ತ್ಯಾಜ್ಯ ಸಮಸ್ಯೆ: ಹೊಟೇಲು ಉದ್ಯಮಿಗಳೊಂದಿಗೆ ಶಾಸಕರ ನೇತೃತ್ವದಲ್ಲಿ ಸಭೆ — [749, 1657, 1020, 1671]
chevron-right-icon: ›››› — [156, 127, 170, 151]
dot-set-center — [740, 2364, 802, 2375]
hemmadi-col-2 — [1261, 1344, 1509, 1525]
protest-col-1 — [34, 1714, 256, 1963]
yakshagana-item: 2. ಶ್ರೀ ಧರ್ಮಸ್ಥಳ ಮೇಳ - ಶ್ರೀ ದೇವಿ ಮಹಾತ್ಮೆ — [64, 1169, 201, 1181]
bullet-icon: ● — [1002, 1346, 1008, 1357]
hemmadi-headline: ಹೆಮ್ಮಾಡಿ : ಅರ್ಹ ಫಲಾನುಭವಿಗಳಿಗೆ ಶ್ರವಣ ಯಂತ್ರ ಸಹಾಯಧನ ವಿತರಣೆ — [1002, 1102, 1464, 1155]
feature-col-1 — [288, 731, 465, 1083]
suryakumar-kicker: ಡಾ.ಕೆ.ಬಿ. ಸೂರ್ಯಕುಮಾರ್‌ಗೆ ಬಿ.ಎಸ್. ಗೋಪಾಲಕೃಷ್ಣ ದತ್ತಿ ಪ್ರಶಸ್ತಿ ಪ್ರದಾನ — [288, 1101, 568, 1115]
yellow-dot — [1036, 2364, 1047, 2375]
feature-zone — [26, 641, 1516, 1083]
brand-block — [1101, 21, 1516, 101]
kirusuddi-label-part1: ಕಿರು — [81, 127, 112, 152]
photo-figures — [1264, 733, 1507, 789]
watchtower-photo — [476, 731, 683, 1038]
kirusuddi-item-body-1 — [34, 226, 272, 396]
protest-col-2 — [484, 1896, 733, 1963]
waste-headline: ಕನ್ನಿಗೋಳಿಯಲ್ಲಿ ರೂ. 6 ಕೋ. ವೆಚ್ಚದ ದ್ರವ ತ್ಯಾಜ್ಯ ಘಟಕ — [749, 1675, 1241, 1707]
feature-col-2 — [693, 731, 871, 1083]
kirusuddi-item-title-2: ತಲಪಾಡಿಯ ಶಾರದಾ ವೈದ್ಯಕೀಯ ಕಾಲೇಜಿನಲ್ಲಿ 'ಉಚಿತ ಒಡ್ಡು ನಿರ್ವಹಣಾ ಕಾರ್ಯಾಗಾರ' — [34, 412, 267, 481]
day-of-week: ಭಾನುವಾರ — [126, 32, 180, 49]
